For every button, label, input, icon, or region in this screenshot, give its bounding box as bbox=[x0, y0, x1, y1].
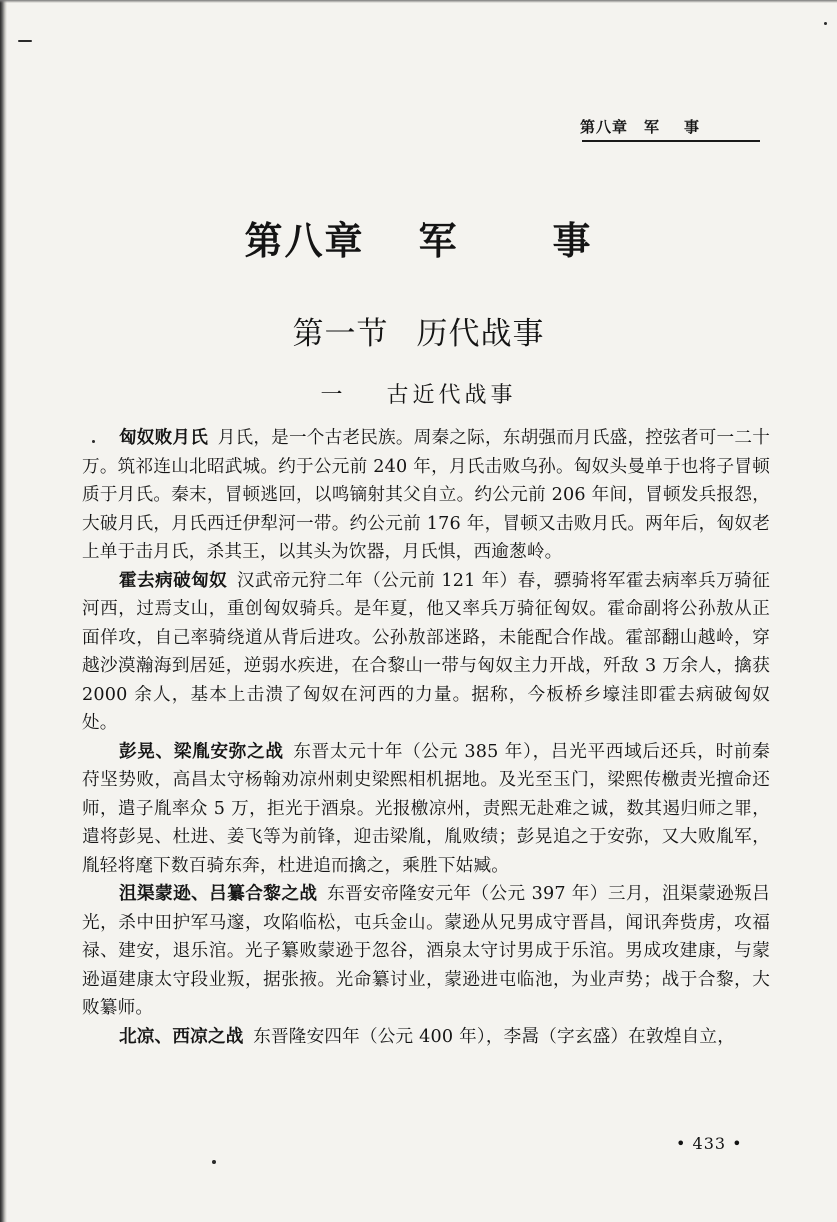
running-head bbox=[580, 116, 760, 137]
body-text bbox=[82, 424, 770, 1051]
paragraph-text: 东晋太元十年（公元 385 年），吕光平西域后还兵，时前秦苻坚势败，高昌太守杨翰劝凉州刺史梁熙相机据地。及光至玉门，梁熙传檄责光擅命还师，遣子胤率众 5 万，拒光于酒泉。光报檄凉州，责熙无赴难之诚，数其遏归师之罪，遣将彭晃、杜进、姜飞等为前锋，迎击梁胤，胤败绩；彭晃追之于安弥，又大败胤军，胤轻将麾下数百骑东奔，杜进追而擒之，乘胜下姑臧。 bbox=[82, 741, 770, 876]
page-number: • 433 • bbox=[676, 1134, 743, 1153]
chapter-title bbox=[0, 210, 837, 265]
section-title-text: 历代战事 bbox=[416, 316, 545, 352]
scan-binding-edge bbox=[0, 0, 7, 1222]
paragraph-text: 汉武帝元狩二年（公元前 121 年）春，骠骑将军霍去病率兵万骑征河西，过焉支山，重创匈奴骑兵。是年夏，他又率兵万骑征匈奴。霍命副将公孙敖从正面佯攻，自己率骑绕道从背后进攻。公孙敖部迷路，未能配合作战。霍部翻山越岭，穿越沙漠瀚海到居延，逆弱水疾进，在合黎山一带与匈奴主力开战，歼敌 3 万余人，擒获 2000 余人，基本上击溃了匈奴在河西的力量。据称，今板桥乡壕洼即霍去病破匈奴处。 bbox=[82, 570, 770, 733]
paragraph bbox=[82, 880, 770, 1023]
running-head-rule bbox=[582, 140, 760, 142]
running-head-word2: 事 bbox=[684, 118, 701, 136]
paragraph bbox=[82, 567, 770, 738]
subsection-title bbox=[0, 378, 837, 409]
chapter-title-word2: 事 bbox=[552, 219, 593, 263]
section-title-number: 第一节 bbox=[292, 316, 389, 352]
scan-speck bbox=[18, 40, 32, 42]
paragraph-text: 月氏，是一个古老民族。周秦之际，东胡强而月氏盛，控弦者可一二十万。筑祁连山北昭武城。约于公元前 240 年，月氏击败乌孙。匈奴头曼单于也将子冒顿质于月氏。秦末，冒顿逃回，以鸣镝射其父自立。约公元前 206 年间，冒顿发兵报怨，大破月氏，月氏西迁伊犁河一带。约公元前 176 年，冒顿又击败月氏。两年后，匈奴老上单于击月氏，杀其王，以其头为饮器，月氏惧，西逾葱岭。 bbox=[82, 428, 770, 562]
scan-top-edge bbox=[0, 0, 837, 3]
paragraph bbox=[82, 738, 770, 881]
scan-speck bbox=[212, 1160, 216, 1164]
paragraph-heading: 霍去病破匈奴 bbox=[118, 570, 228, 591]
subsection-title-text: 古近代战事 bbox=[386, 383, 517, 408]
subsection-title-number: 一 bbox=[320, 383, 347, 408]
section-title bbox=[0, 308, 837, 353]
running-head-word1: 军 bbox=[644, 118, 661, 136]
running-head-chapter: 第八章 bbox=[580, 118, 629, 136]
paragraph bbox=[82, 424, 770, 567]
paragraph-heading: 彭晃、梁胤安弥之战 bbox=[118, 741, 284, 762]
paragraph-text: 东晋隆安四年（公元 400 年），李暠（字玄盛）在敦煌自立， bbox=[253, 1026, 735, 1047]
paragraph-text: 东晋安帝隆安元年（公元 397 年）三月，沮渠蒙逊叛吕光，杀中田护军马邃，攻陷临松，屯兵金山。蒙逊从兄男成守晋昌，闻讯奔赀虏，攻福禄、建安，退乐涫。光子纂败蒙逊于忽谷，酒泉太守讨男成于乐涫。男成攻建康，与蒙逊逼建康太守段业叛，据张掖。光命纂讨业，蒙逊进屯临池，为业声势；战于合黎，大败纂师。 bbox=[82, 884, 770, 1018]
chapter-title-number: 第八章 bbox=[244, 219, 365, 263]
scan-speck bbox=[824, 22, 827, 25]
paragraph bbox=[82, 1023, 770, 1052]
paragraph-heading: 北凉、西凉之战 bbox=[118, 1026, 244, 1047]
paragraph-heading: 匈奴败月氏 bbox=[118, 428, 209, 448]
chapter-title-word1: 军 bbox=[418, 219, 459, 263]
paragraph-heading: 沮渠蒙逊、吕纂合黎之战 bbox=[118, 884, 318, 904]
